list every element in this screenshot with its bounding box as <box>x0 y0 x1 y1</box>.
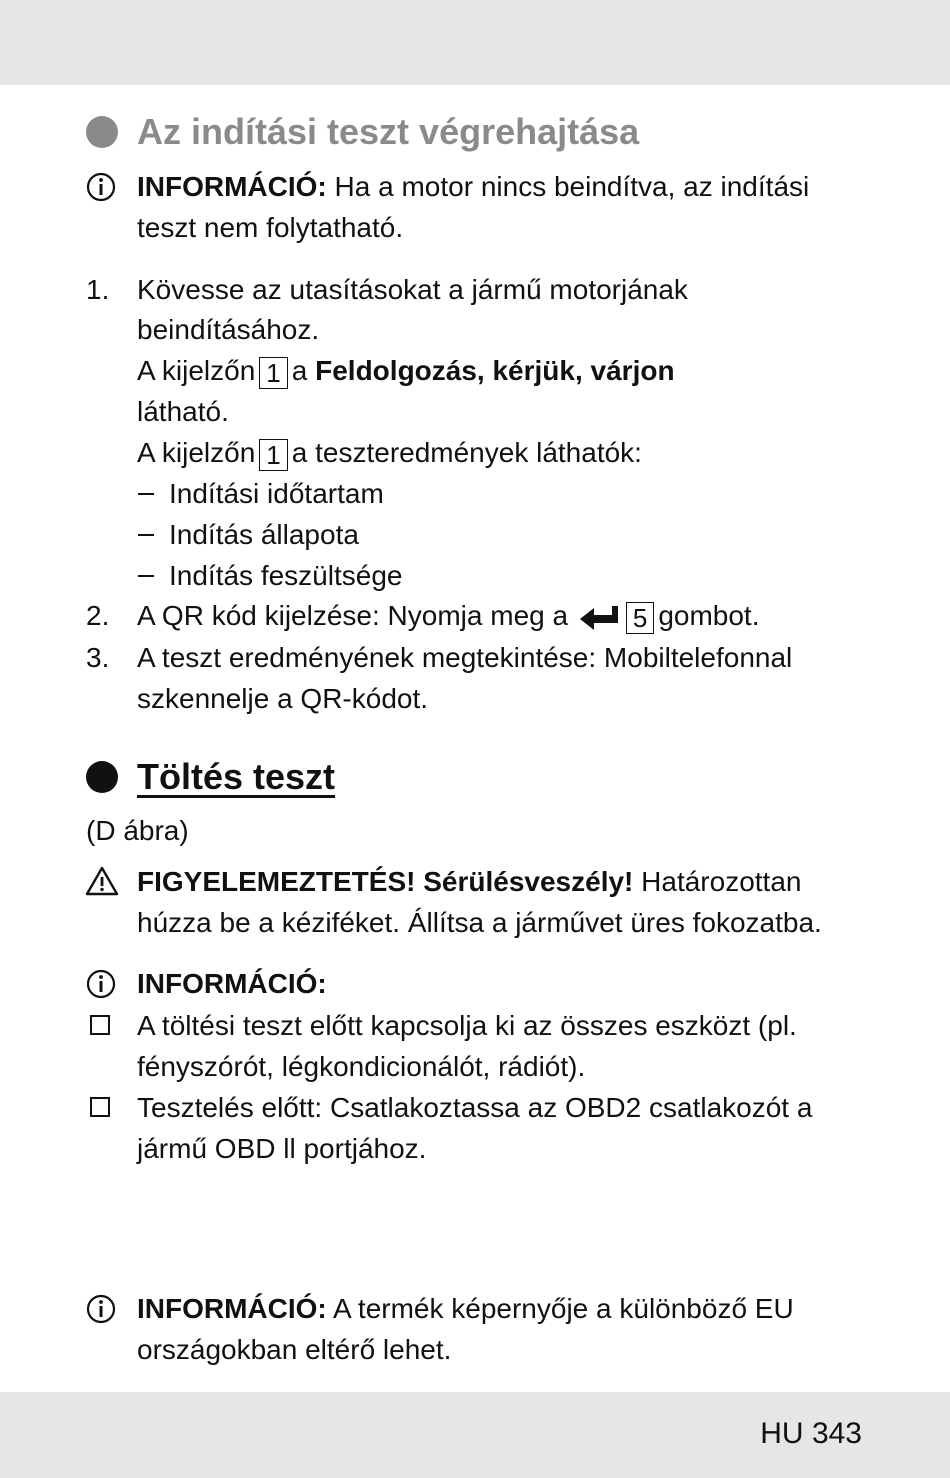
checklist-item-cont: jármű OBD ll portjához. <box>137 1133 427 1164</box>
warning-line <box>137 862 801 902</box>
dash-icon <box>138 575 154 577</box>
step-number: 1. <box>86 274 110 305</box>
display-reference-box: 1 <box>259 439 287 471</box>
step-text-pre: A kijelzőn <box>137 355 256 386</box>
dash-icon <box>138 534 154 536</box>
page-lang: HU <box>760 1417 804 1450</box>
step-text-pre: A kijelzőn <box>137 437 256 468</box>
sub-item: Indítás feszültsége <box>169 560 403 591</box>
warning-icon <box>85 866 119 896</box>
warning-label: FIGYELEMEZTETÉS! Sérülésveszély! <box>137 866 634 897</box>
step-number: 3. <box>86 642 110 673</box>
step-text: beindításához. <box>137 314 320 345</box>
step-text: látható. <box>137 396 229 427</box>
checklist-item-cont: fényszórót, légkondicionálót, rádiót). <box>137 1051 586 1082</box>
step-text-pre: A QR kód kijelzése: Nyomja meg a <box>137 600 569 631</box>
checkbox-icon <box>90 1097 110 1117</box>
enter-key-icon <box>578 603 620 633</box>
dash-icon <box>138 493 154 495</box>
step-text <box>137 596 759 636</box>
checkbox-icon <box>90 1015 110 1035</box>
info-text-cont: országokban eltérő lehet. <box>137 1334 452 1365</box>
info-label: INFORMÁCIÓ: <box>137 171 327 202</box>
button-reference-box: 5 <box>626 602 654 634</box>
checklist-item: A töltési teszt előtt kapcsolja ki az összes eszközt (pl. <box>137 1010 797 1041</box>
info-icon <box>86 172 116 202</box>
info-label-text: INFORMÁCIÓ: <box>137 968 327 999</box>
section-bullet-icon <box>86 761 118 793</box>
sub-item: Indítás állapota <box>169 519 359 550</box>
info-text: A termék képernyője a különböző EU <box>333 1293 794 1324</box>
info-icon <box>86 969 116 999</box>
warning-text: Határozottan <box>641 866 802 897</box>
step-text-post: gombot. <box>658 600 760 631</box>
page-number <box>760 1414 862 1454</box>
step-number: 2. <box>86 600 110 631</box>
step-text-bold: Feldolgozás, kérjük, várjon <box>315 355 675 386</box>
info-icon <box>86 1294 116 1324</box>
info-label: INFORMÁCIÓ: <box>137 1293 327 1324</box>
step-text <box>137 351 675 391</box>
info-line <box>137 167 809 207</box>
step-text: A teszt eredményének megtekintése: Mobiltelefonnal <box>137 642 793 673</box>
section-title: Az indítási teszt végrehajtása <box>137 111 640 152</box>
info-label <box>137 964 327 1004</box>
step-text-post: a teszteredmények láthatók: <box>291 437 642 468</box>
page-number-value: 343 <box>811 1417 862 1450</box>
display-reference-box: 1 <box>259 357 287 389</box>
step-text: szkennelje a QR-kódot. <box>137 683 429 714</box>
info-line <box>137 1289 794 1329</box>
top-band <box>0 0 950 85</box>
step-text <box>137 433 642 473</box>
section-title: Töltés teszt <box>137 756 336 797</box>
sub-item: Indítási időtartam <box>169 478 384 509</box>
info-text: Ha a motor nincs beindítva, az indítási <box>334 171 810 202</box>
figure-reference: (D ábra) <box>86 815 189 846</box>
section-bullet-icon <box>86 116 118 148</box>
checklist-item: Tesztelés előtt: Csatlakoztassa az OBD2 csatlakozót a <box>137 1092 813 1123</box>
warning-text-cont: húzza be a kéziféket. Állítsa a járművet üres fokozatba. <box>137 907 822 938</box>
info-text-cont: teszt nem folytatható. <box>137 212 404 243</box>
step-text-mid: a <box>291 355 308 386</box>
step-text: Kövesse az utasításokat a jármű motorjának <box>137 274 688 305</box>
